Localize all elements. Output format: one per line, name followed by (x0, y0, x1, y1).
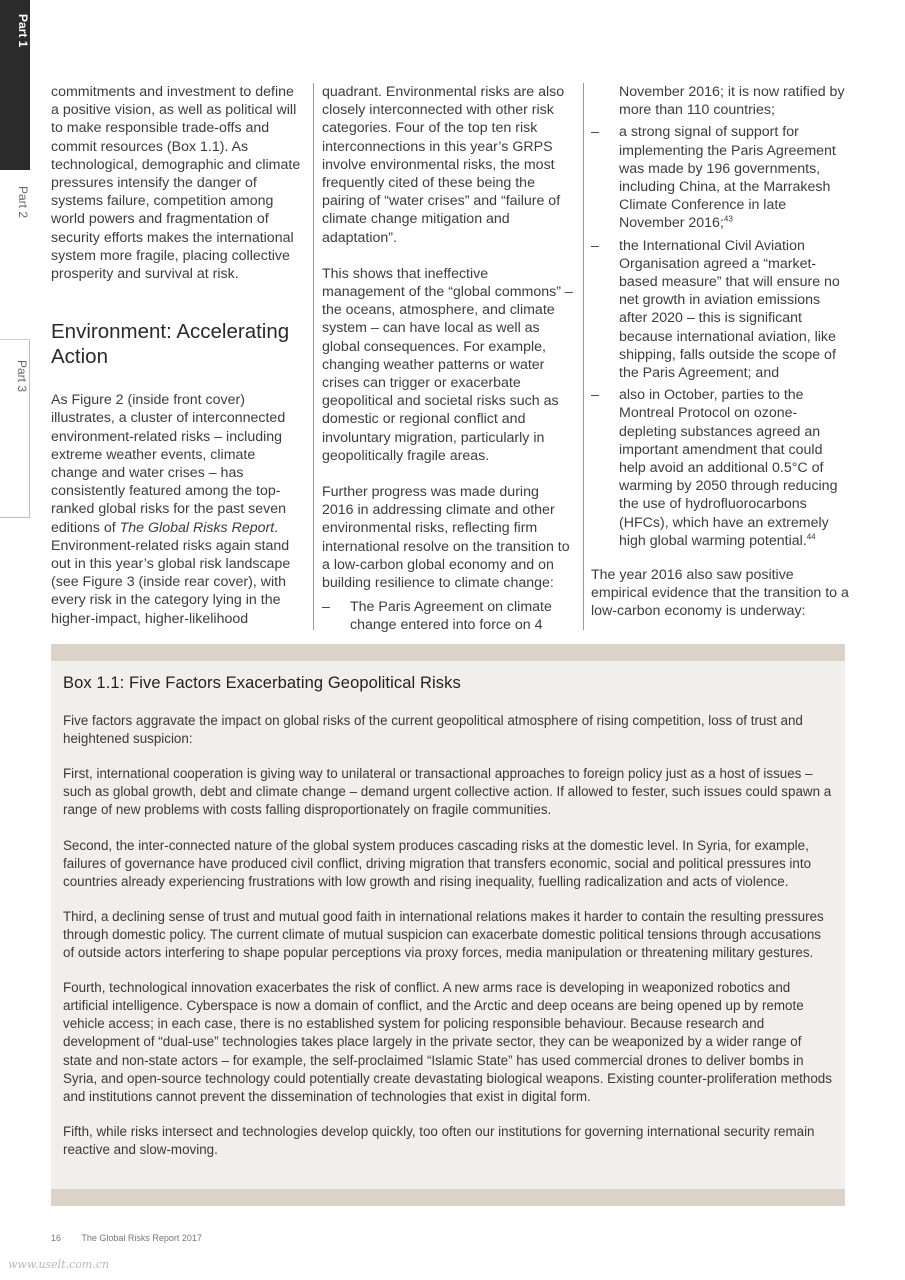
tab-part-2[interactable] (0, 170, 30, 340)
column-3 (591, 83, 849, 639)
box-paragraph: Second, the inter-connected nature of the global system produces cascading risks at the domestic level. In Syria, for example, failures of governance have produced civil conflict, driving migration that transfers economic, social and political pressures into countries already experiencing frustrations with low growth and rising inequality, fuelling radicalization and acts of violence. (63, 837, 812, 889)
report-title-italic: The Global Risks Report (119, 519, 275, 536)
tab-part-1[interactable] (0, 0, 30, 170)
box-bottom-bar (51, 1189, 845, 1206)
box-top-bar (51, 644, 845, 661)
footer-title: The Global Risks Report 2017 (81, 1233, 202, 1243)
box-paragraph: First, international cooperation is giving way to unilateral or transactional approaches to foreign policy just as a host of issues – such as global growth, debt and climate change – demand urgent collective action. If allowed to fester, such issues could spawn a range of new problems with costs falling disproportionately on fragile communities. (63, 766, 832, 818)
list-item: – also in October, parties to the Montreal Protocol on ozone-depleting substances agreed an important amendment that could help avoid an additional 0.5°C of warming by 2050 through reducing the use of hydrofluorocarbons (HFCs), which have an extremely high global warming potential.$^{44}$ (591, 386, 849, 550)
list-item: – the International Civil Aviation Organisation agreed a “market-based measure” that will ensure no net growth in aviation emissions after 2020 – this is significant because international aviation, like shipping, falls outside the scope of the Paris Agreement; and (591, 237, 849, 383)
list-item: – The Paris Agreement on climate change entered into force on 4 (322, 598, 574, 634)
box-content (63, 674, 833, 1176)
box-paragraph: Fourth, technological innovation exacerbates the risk of conflict. A new arms race is developing in weaponized robotics and artificial intelligence. Cyberspace is now a domain of conflict, and the Arctic and deep oceans are being opened up by remote vehicle access; in each case, there is no established system for policing responsible behaviour. Because research and development of “dual-use” technologies takes place largely in the private sector, they can be weaponized by a wider range of state and non-state actors – for example, the self-proclaimed “Islamic State” has used commercial drones to deliver bombs in Syria, and open-source technology could potentially create devastating biological weapons. Existing counter-proliferation methods and institutions cannot prevent the dissemination of technologies that exist in digital form. (63, 980, 832, 1104)
list-item: – a strong signal of support for implementing the Paris Agreement was made by 196 governments, including China, at the Marrakesh Climate Conference in late November 2016;$^{43}$ (591, 123, 849, 232)
watermark: www.uselt.com.cn (8, 1258, 110, 1271)
section-heading: Environment: Accelerating Action (51, 320, 290, 369)
tab-part-1-label: Part 1 (16, 14, 30, 48)
paragraph: commitments and investment to define a positive vision, as well as political will to make responsible trade-offs and commit resources (Box 1.1). As technological, demographic and climate pressures intensify the danger of systems failure, competition among world powers and fragmentation of security efforts makes the international system more fragile, placing collective prosperity and survival at risk. (51, 84, 301, 283)
bullet-list (322, 598, 574, 634)
page-number: 16 (51, 1233, 62, 1243)
paragraph: Further progress was made during 2016 in addressing climate and other environmental risks, reflecting firm international resolve on the transition to a low-carbon global economy and on building resilience to climate change: (322, 484, 570, 592)
box-paragraph: Five factors aggravate the impact on global risks of the current geopolitical atmosphere of rising competition, loss of trust and heightened suspicion: (63, 713, 803, 747)
column-1 (51, 83, 303, 646)
paragraph: This shows that ineffective management of the “global commons” – the oceans, atmosphere, and climate system – can have local as well as global consequences. For example, changing weather patterns or water crises can trigger or exacerbate geopolitical and societal risks such as domestic or regional conflict and involuntary migration, particularly in geopolitically fragile areas. (322, 265, 573, 464)
paragraph: The year 2016 also saw positive empirical evidence that the transition to a low-carbon economy is underway: (591, 567, 849, 620)
box-1-1 (51, 644, 845, 1206)
column-divider (313, 83, 314, 630)
column-divider (583, 83, 584, 630)
box-paragraph: Third, a declining sense of trust and mutual good faith in international relations makes it harder to contain the resulting pressures through domestic policy. The current climate of mutual suspicion can exacerbate domestic political tensions through accusations of outside actors interfering to shape popular perceptions via proxy forces, media manipulation or threatening military gestures. (63, 908, 824, 961)
tab-part-3[interactable] (0, 340, 30, 518)
footnote-ref[interactable]: 44 (806, 532, 816, 542)
page-footer (51, 1233, 202, 1243)
footnote-ref[interactable]: 43 (723, 214, 733, 224)
tab-part-3-label: Part 3 (15, 360, 29, 393)
paragraph: quadrant. Environmental risks are also closely interconnected with other risk categories. Four of the top ten risk interconnections in this year’s GRPS involve environmental risks, the most frequently cited of these being the pairing of “water crises” and “failure of climate change mitigation and adaptation”. (322, 84, 565, 246)
column-2 (322, 83, 574, 637)
paragraph: As Figure 2 (inside front cover) illustrates, a cluster of interconnected environment-related risks – including extreme weather events, climate change and water crises – has consistently featured among the top-ranked global risks for the past seven editions of The Global Risks Report. Environment-related risks again stand out in this year’s global risk landscape (see Figure 3 (inside rear cover), with every risk in the category lying in the higher-impact, higher-likelihood (51, 392, 291, 627)
tab-part-2-label: Part 2 (16, 186, 30, 219)
box-paragraph: Fifth, while risks intersect and technologies develop quickly, too often our institutions for governing international security remain reactive and slow-moving. (63, 1123, 815, 1157)
list-item-continuation: November 2016; it is now ratified by more than 110 countries; (619, 84, 845, 119)
box-title: Box 1.1: Five Factors Exacerbating Geopolitical Risks (63, 674, 461, 692)
bullet-list (591, 123, 849, 550)
